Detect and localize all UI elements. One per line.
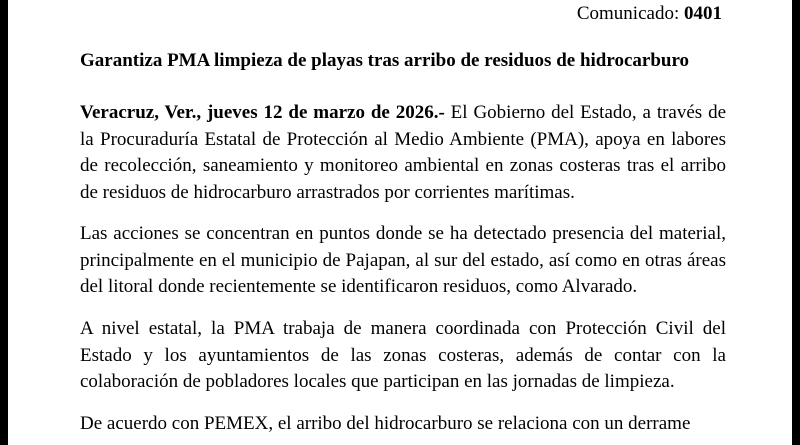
paragraph-actions xyxy=(80,221,726,301)
document-page xyxy=(8,0,792,445)
dateline: Veracruz, Ver., jueves 12 de marzo de 2026.- xyxy=(80,102,445,123)
paragraph-text: El Gobierno del Estado, a través de la Procuraduría Estatal de Protección al Medio Ambiente (PMA), apoya en labores de recolección, saneamiento y monitoreo ambiental en zonas costeras tras el arribo de residuos de hidrocarburo arrastrados por corrientes marítimas. xyxy=(80,102,726,203)
paragraph-text: A nivel estatal, la PMA trabaja de manera coordinada con Protección Civil del Estado y los ayuntamientos de las zonas costeras, además de contar con la colaboración de pobladores locales que participan en las jornadas de limpieza. xyxy=(80,318,726,392)
paragraph-text: Las acciones se concentran en puntos donde se ha detectado presencia del material, principalmente en el municipio de Pajapan, al sur del estado, así como en otras áreas del litoral donde recientemente se identificaron residuos, como Alvarado. xyxy=(80,223,726,297)
paragraph-text: De acuerdo con PEMEX, el arribo del hidrocarburo se relaciona con un derrame xyxy=(80,413,691,434)
comunicado-number xyxy=(577,2,722,26)
paragraph-coordination xyxy=(80,316,726,396)
comunicado-label: Comunicado: xyxy=(576,3,680,24)
paragraph-intro xyxy=(80,100,726,206)
press-release-title: Garantiza PMA limpieza de playas tras arribo de residuos de hidrocarburo xyxy=(80,50,690,71)
paragraph-pemex xyxy=(80,411,726,438)
comunicado-value: 0401 xyxy=(684,3,722,24)
